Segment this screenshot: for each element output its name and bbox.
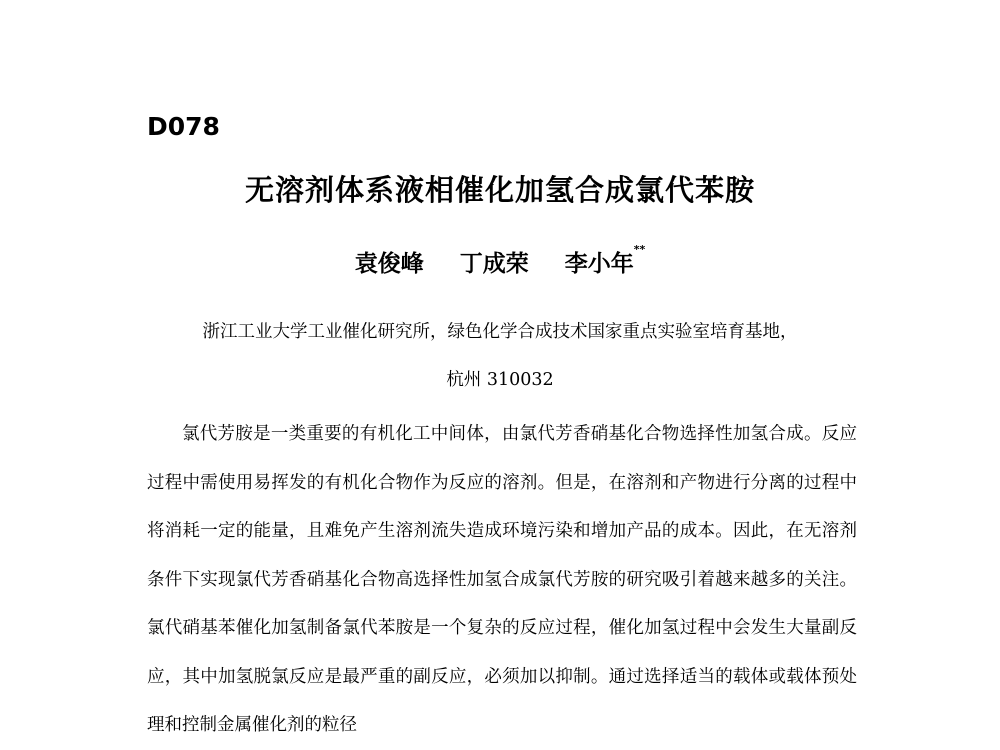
affiliation-line-1: 浙江工业大学工业催化研究所，绿色化学合成技术国家重点实验室培育基地， xyxy=(202,322,798,342)
author-list xyxy=(0,245,1000,278)
paper-title: 无溶剂体系液相催化加氢合成氯代苯胺 xyxy=(244,173,755,207)
author-1 xyxy=(355,251,424,277)
author-3 xyxy=(564,243,646,277)
corresponding-author-mark: ** xyxy=(633,243,646,256)
author-name: 李小年 xyxy=(564,251,634,277)
author-name: 袁俊峰 xyxy=(354,251,424,277)
author-name: 丁成荣 xyxy=(459,251,529,277)
abstract-paragraph: 氯代芳胺是一类重要的有机化工中间体，由氯代芳香硝基化合物选择性加氢合成。反应过程中需使用易挥发的有机化合物作为反应的溶剂。但是，在溶剂和产物进行分离的过程中将消耗一定的能量，且难免产生溶剂流失造成环境污染和增加产品的成本。因此，在无溶剂条件下实现氯代芳香硝基化合物高选择性加氢合成氯代芳胺的研究吸引着越来越多的关注。氯代硝基苯催化加氢制备氯代苯胺是一个复杂的反应过程，催化加氢过程中会发生大量副反应，其中加氢脱氯反应是最严重的副反应，必须加以抑制。通过选择适当的载体或载体预处理和控制金属催化剂的粒径 xyxy=(147,424,857,735)
affiliation-line-2: 杭州 310032 xyxy=(446,370,554,390)
author-2 xyxy=(460,251,529,277)
paper-code: D078 xyxy=(147,112,220,141)
